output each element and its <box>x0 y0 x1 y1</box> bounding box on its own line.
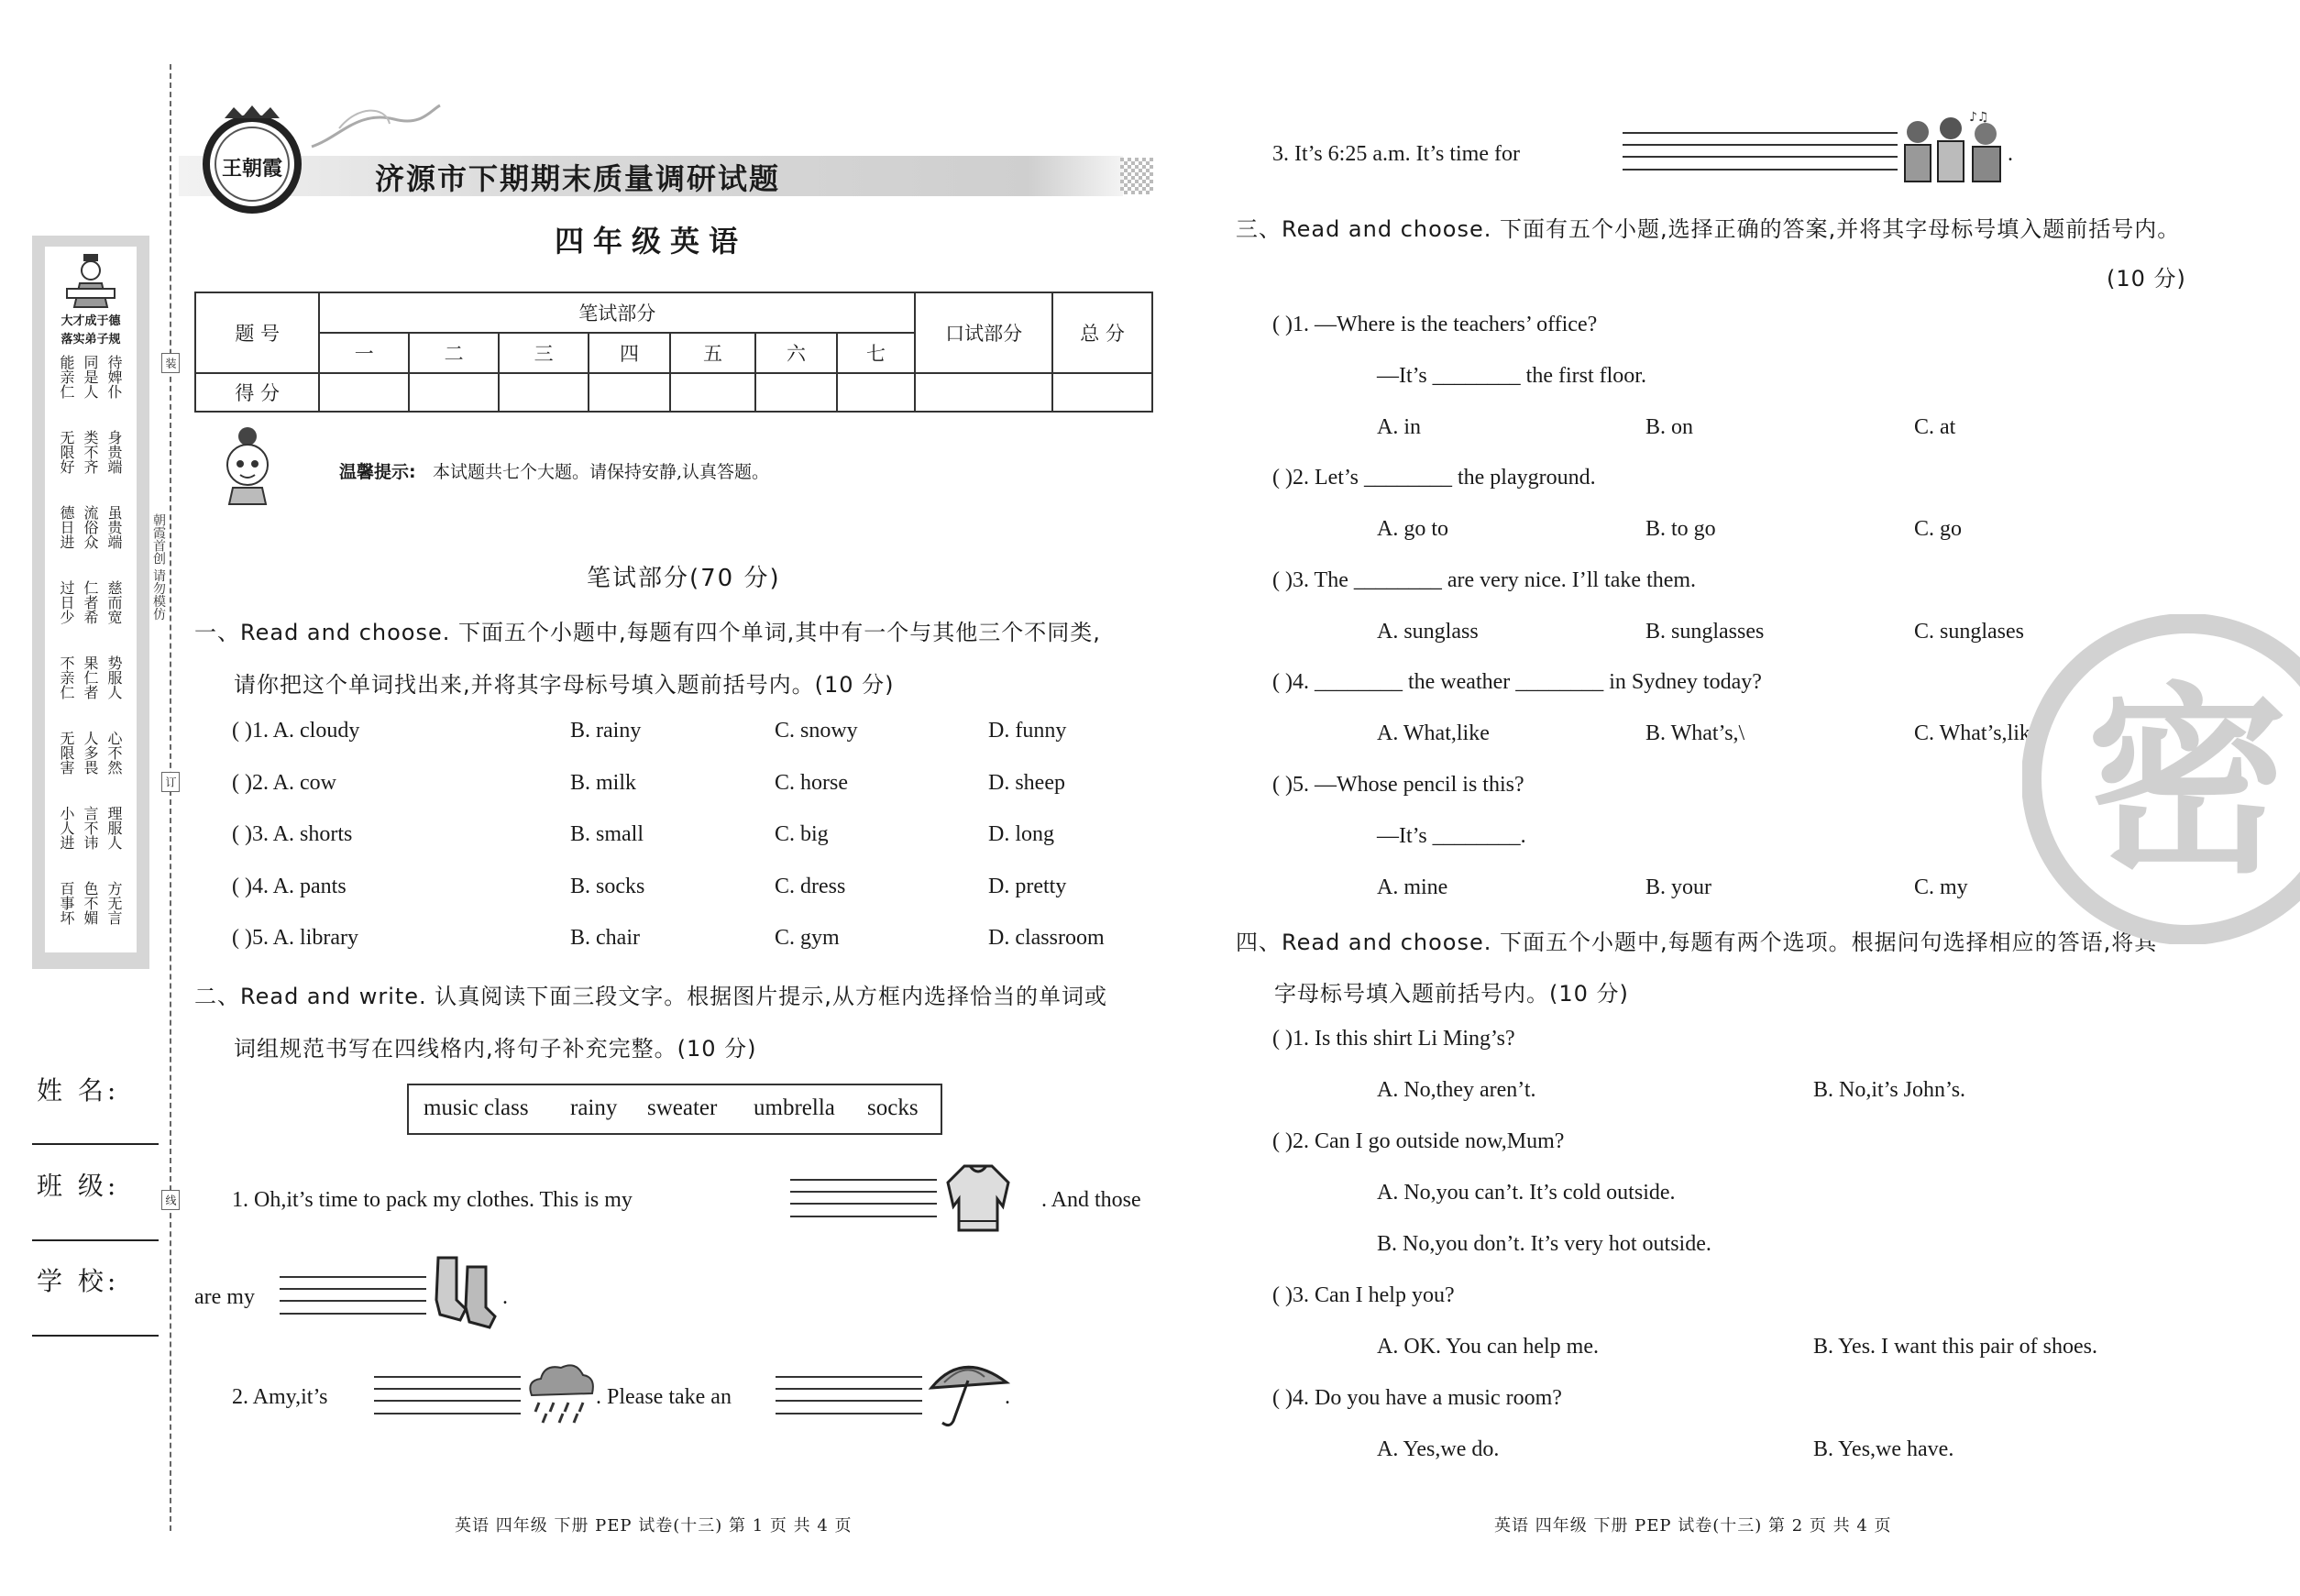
school-line[interactable] <box>32 1335 159 1337</box>
score-cell-2[interactable] <box>409 373 499 412</box>
motto-column: 势服人 <box>105 655 123 699</box>
class-label: 班 级: <box>37 1171 120 1201</box>
word-bank-item: umbrella <box>754 1095 835 1120</box>
class-line[interactable] <box>32 1239 159 1241</box>
motto-column: 无限害 <box>58 731 75 775</box>
tip-text: 本试题共七个大题。请保持安静,认真答题。 <box>433 462 770 482</box>
col-7: 七 <box>837 333 915 373</box>
s2-q1-text-2: . And those <box>1041 1188 1141 1212</box>
option-a[interactable]: A. No,they aren’t. <box>1377 1078 1536 1102</box>
question-stem[interactable]: ( )1. Is this shirt Li Ming’s? <box>1272 1027 1515 1051</box>
option-d[interactable]: D. sheep <box>988 770 1065 795</box>
motto-column: 待婢仆 <box>105 355 123 399</box>
svg-text:♪♫: ♪♫ <box>1969 110 1989 125</box>
option-d[interactable]: D. classroom <box>988 926 1105 950</box>
word-bank-item: sweater <box>647 1095 718 1120</box>
option-b[interactable]: B. No,you don’t. It’s very hot outside. <box>1377 1232 1711 1256</box>
answer-grid-umbrella[interactable] <box>776 1376 922 1414</box>
copyright-note: 朝霞首创 请勿模仿 <box>151 513 166 621</box>
motto-column: 流俗众 <box>82 505 99 549</box>
option-b[interactable]: B. rainy <box>570 719 642 743</box>
topic-header: 题 号 <box>195 292 319 373</box>
option-b[interactable]: B. milk <box>570 770 637 795</box>
question-stem[interactable]: ( )5. —Whose pencil is this? <box>1272 773 1524 797</box>
motto-column: 心不然 <box>105 731 123 775</box>
option-c[interactable]: C. at <box>1914 415 1956 439</box>
option-c[interactable]: C. horse <box>775 770 848 795</box>
option-b[interactable]: B. Yes. I want this pair of shoes. <box>1813 1335 2097 1359</box>
question-stem-line2: —It’s ________. <box>1377 824 1526 848</box>
col-1: 一 <box>319 333 409 373</box>
word-bank-item: socks <box>867 1095 919 1120</box>
motto-head-2: 落实弟子规 <box>61 333 121 347</box>
option-b[interactable]: B. sunglasses <box>1645 620 1765 644</box>
option-d[interactable]: D. long <box>988 822 1054 846</box>
option-c[interactable]: C. go <box>1914 517 1963 541</box>
name-label: 姓 名: <box>37 1075 120 1106</box>
score-table <box>194 292 1153 413</box>
written-header: 笔试部分 <box>319 292 915 333</box>
footer-left: 英语 四年级 下册 PEP 试卷(十三) 第 1 页 共 4 页 <box>455 1516 853 1535</box>
answer-grid-rainy[interactable] <box>374 1376 521 1414</box>
option-b[interactable]: B. Yes,we have. <box>1813 1437 1954 1461</box>
s2-q2-text: 2. Amy,it’s <box>232 1385 328 1409</box>
word-bank-item: rainy <box>570 1095 618 1120</box>
question-stem[interactable]: ( )4. Do you have a music room? <box>1272 1386 1562 1410</box>
s2-q2-text-2: . Please take an <box>596 1385 732 1409</box>
motto-column: 人多畏 <box>82 731 99 775</box>
exam-subtitle: 四年级英语 <box>554 224 747 259</box>
section4-heading-2: 字母标号填入题前括号内。(10 分) <box>1274 981 1629 1007</box>
s2-q2-text-3: . <box>1005 1385 1010 1409</box>
option-a[interactable]: A. No,you can’t. It’s cold outside. <box>1377 1181 1676 1205</box>
question-stem[interactable]: ( )3. Can I help you? <box>1272 1283 1455 1307</box>
col-6: 六 <box>755 333 837 373</box>
sweater-icon <box>944 1161 1012 1234</box>
score-cell-5[interactable] <box>670 373 755 412</box>
motto-column: 同是人 <box>82 355 99 399</box>
option-b[interactable]: B. chair <box>570 926 640 950</box>
score-cell-total[interactable] <box>1052 373 1152 412</box>
col-5: 五 <box>670 333 755 373</box>
option-b[interactable]: B. your <box>1645 875 1711 899</box>
score-cell-4[interactable] <box>589 373 670 412</box>
option-d[interactable]: D. funny <box>988 719 1067 743</box>
motto-column: 小人进 <box>58 806 75 850</box>
option-a[interactable]: A. sunglass <box>1377 620 1479 644</box>
score-cell-6[interactable] <box>755 373 837 412</box>
col-3: 三 <box>499 333 589 373</box>
motto-column: 无限好 <box>58 430 75 474</box>
rain-cloud-icon <box>523 1360 598 1426</box>
option-b[interactable]: B. small <box>570 822 644 846</box>
motto-column: 虽贵端 <box>105 505 123 549</box>
motto-column: 仁者希 <box>82 580 99 624</box>
option-a[interactable]: A. Yes,we do. <box>1377 1437 1500 1461</box>
question-stem[interactable]: ( )3. The ________ are very nice. I’ll take them. <box>1272 568 1697 592</box>
section2-heading: 二、Read and write. 认真阅读下面三段文字。根据图片提示,从方框内选择恰当的单词或 <box>194 984 1107 1009</box>
motto-column: 不亲仁 <box>58 655 75 699</box>
bind-mark-1: 装 <box>161 353 180 373</box>
scholar-figure-icon <box>63 252 118 309</box>
col-2: 二 <box>409 333 499 373</box>
score-cell-1[interactable] <box>319 373 409 412</box>
bind-mark-3: 线 <box>161 1190 180 1210</box>
option-c[interactable]: C. dress <box>775 874 846 898</box>
option-b[interactable]: B. on <box>1645 415 1694 439</box>
option-c[interactable]: C. What’s,like <box>1914 721 2041 745</box>
question-stem[interactable]: ( )3. A. shorts <box>232 822 353 846</box>
section2-heading-2: 词组规范书写在四线格内,将句子补充完整。(10 分) <box>234 1036 757 1062</box>
written-part-heading: 笔试部分(70 分) <box>587 565 781 592</box>
socks-icon <box>429 1254 502 1329</box>
section1-heading: 一、Read and choose. 下面五个小题中,每题有四个单词,其中有一个与其他三个不同类, <box>194 620 1101 645</box>
motto-column: 德日进 <box>58 505 75 549</box>
s2-q1-text: 1. Oh,it’s time to pack my clothes. This is my <box>232 1188 633 1212</box>
question-stem[interactable]: ( )2. Can I go outside now,Mum? <box>1272 1129 1565 1153</box>
answer-grid-socks[interactable] <box>280 1276 426 1315</box>
motto-column: 理服人 <box>105 806 123 850</box>
motto-column: 言不讳 <box>82 806 99 850</box>
total-header: 总 分 <box>1052 292 1152 373</box>
score-cell-7[interactable] <box>837 373 915 412</box>
option-b[interactable]: B. to go <box>1645 517 1716 541</box>
music-class-icon <box>1898 110 2011 187</box>
option-a[interactable]: A. OK. You can help me. <box>1377 1335 1599 1359</box>
word-bank <box>407 1084 942 1135</box>
ribbon-decoration-icon <box>303 101 449 156</box>
motto-column: 身贵端 <box>105 430 123 474</box>
option-c[interactable]: C. sunglases <box>1914 620 2024 644</box>
option-c[interactable]: C. big <box>775 822 829 846</box>
motto-panel <box>32 236 149 969</box>
footer-right: 英语 四年级 下册 PEP 试卷(十三) 第 2 页 共 4 页 <box>1494 1516 1892 1535</box>
secret-seal-watermark <box>2022 614 2300 944</box>
question-stem[interactable]: ( )5. A. library <box>232 926 358 950</box>
question-stem[interactable]: ( )1. A. cloudy <box>232 719 360 743</box>
exam-title: 济源市下期期末质量调研试题 <box>374 161 780 196</box>
oral-header: 口试部分 <box>915 292 1052 373</box>
option-a[interactable]: A. mine <box>1377 875 1448 899</box>
school-label: 学 校: <box>37 1266 120 1296</box>
question-stem[interactable]: ( )4. A. pants <box>232 874 347 898</box>
answer-grid-sweater[interactable] <box>790 1179 937 1217</box>
question-stem-line2: —It’s ________ the first floor. <box>1377 364 1646 388</box>
section3-heading: 三、Read and choose. 下面有五个小题,选择正确的答案,并将其字母标号填入题前括号内。 <box>1236 216 2181 242</box>
motto-column: 果仁者 <box>82 655 99 699</box>
motto-column: 类不齐 <box>82 430 99 474</box>
score-cell-oral[interactable] <box>915 373 1052 412</box>
name-line[interactable] <box>32 1143 159 1145</box>
motto-column: 百事坏 <box>58 881 75 925</box>
question-stem[interactable]: ( )4. ________ the weather ________ in Sydney today? <box>1272 670 1762 694</box>
watermark-glyph: 密 <box>2086 666 2289 900</box>
question-stem[interactable]: ( )1. —Where is the teachers’ office? <box>1272 313 1598 336</box>
word-bank-item: music class <box>424 1095 529 1120</box>
option-c[interactable]: C. my <box>1914 875 1968 899</box>
score-cell-3[interactable] <box>499 373 589 412</box>
motto-column: 能亲仁 <box>58 355 75 399</box>
logo-text: 王朝霞 <box>221 157 282 181</box>
option-b[interactable]: B. socks <box>570 874 645 898</box>
motto-head-1: 大才成于德 <box>61 314 121 328</box>
motto-column: 慈而宽 <box>105 580 123 624</box>
option-a[interactable]: A. What,like <box>1377 721 1490 745</box>
umbrella-icon <box>926 1355 1010 1430</box>
s2-q3-text-2: . <box>2008 142 2013 166</box>
option-c[interactable]: C. gym <box>775 926 840 950</box>
s2-q1-text-4: . <box>502 1285 508 1309</box>
motto-column: 过日少 <box>58 580 75 624</box>
section4-heading: 四、Read and choose. 下面五个小题中,每题有两个选项。根据问句选择相应的答语,将其 <box>1236 930 2158 955</box>
girl-cartoon-icon <box>220 424 275 506</box>
score-row-label: 得 分 <box>195 373 319 412</box>
s2-q1-text-3: are my <box>194 1285 255 1309</box>
option-c[interactable]: C. snowy <box>775 719 858 743</box>
question-stem[interactable]: ( )2. A. cow <box>232 770 336 795</box>
section1-heading-2: 请你把这个单词找出来,并将其字母标号填入题前括号内。(10 分) <box>234 672 895 698</box>
section3-points: (10 分) <box>2107 266 2186 292</box>
question-stem[interactable]: ( )2. Let’s ________ the playground. <box>1272 466 1596 490</box>
answer-grid-music-class[interactable] <box>1623 132 1898 171</box>
bind-mark-2: 订 <box>161 772 180 792</box>
motto-column: 色不媚 <box>82 881 99 925</box>
col-4: 四 <box>589 333 670 373</box>
tip-label: 温馨提示: <box>339 462 416 482</box>
option-b[interactable]: B. What’s,\ <box>1645 721 1745 745</box>
s2-q3-text: 3. It’s 6:25 a.m. It’s time for <box>1272 142 1520 166</box>
option-b[interactable]: B. No,it’s John’s. <box>1813 1078 1966 1102</box>
option-a[interactable]: A. in <box>1377 415 1421 439</box>
motto-column: 方无言 <box>105 881 123 925</box>
option-d[interactable]: D. pretty <box>988 874 1067 898</box>
option-a[interactable]: A. go to <box>1377 517 1448 541</box>
